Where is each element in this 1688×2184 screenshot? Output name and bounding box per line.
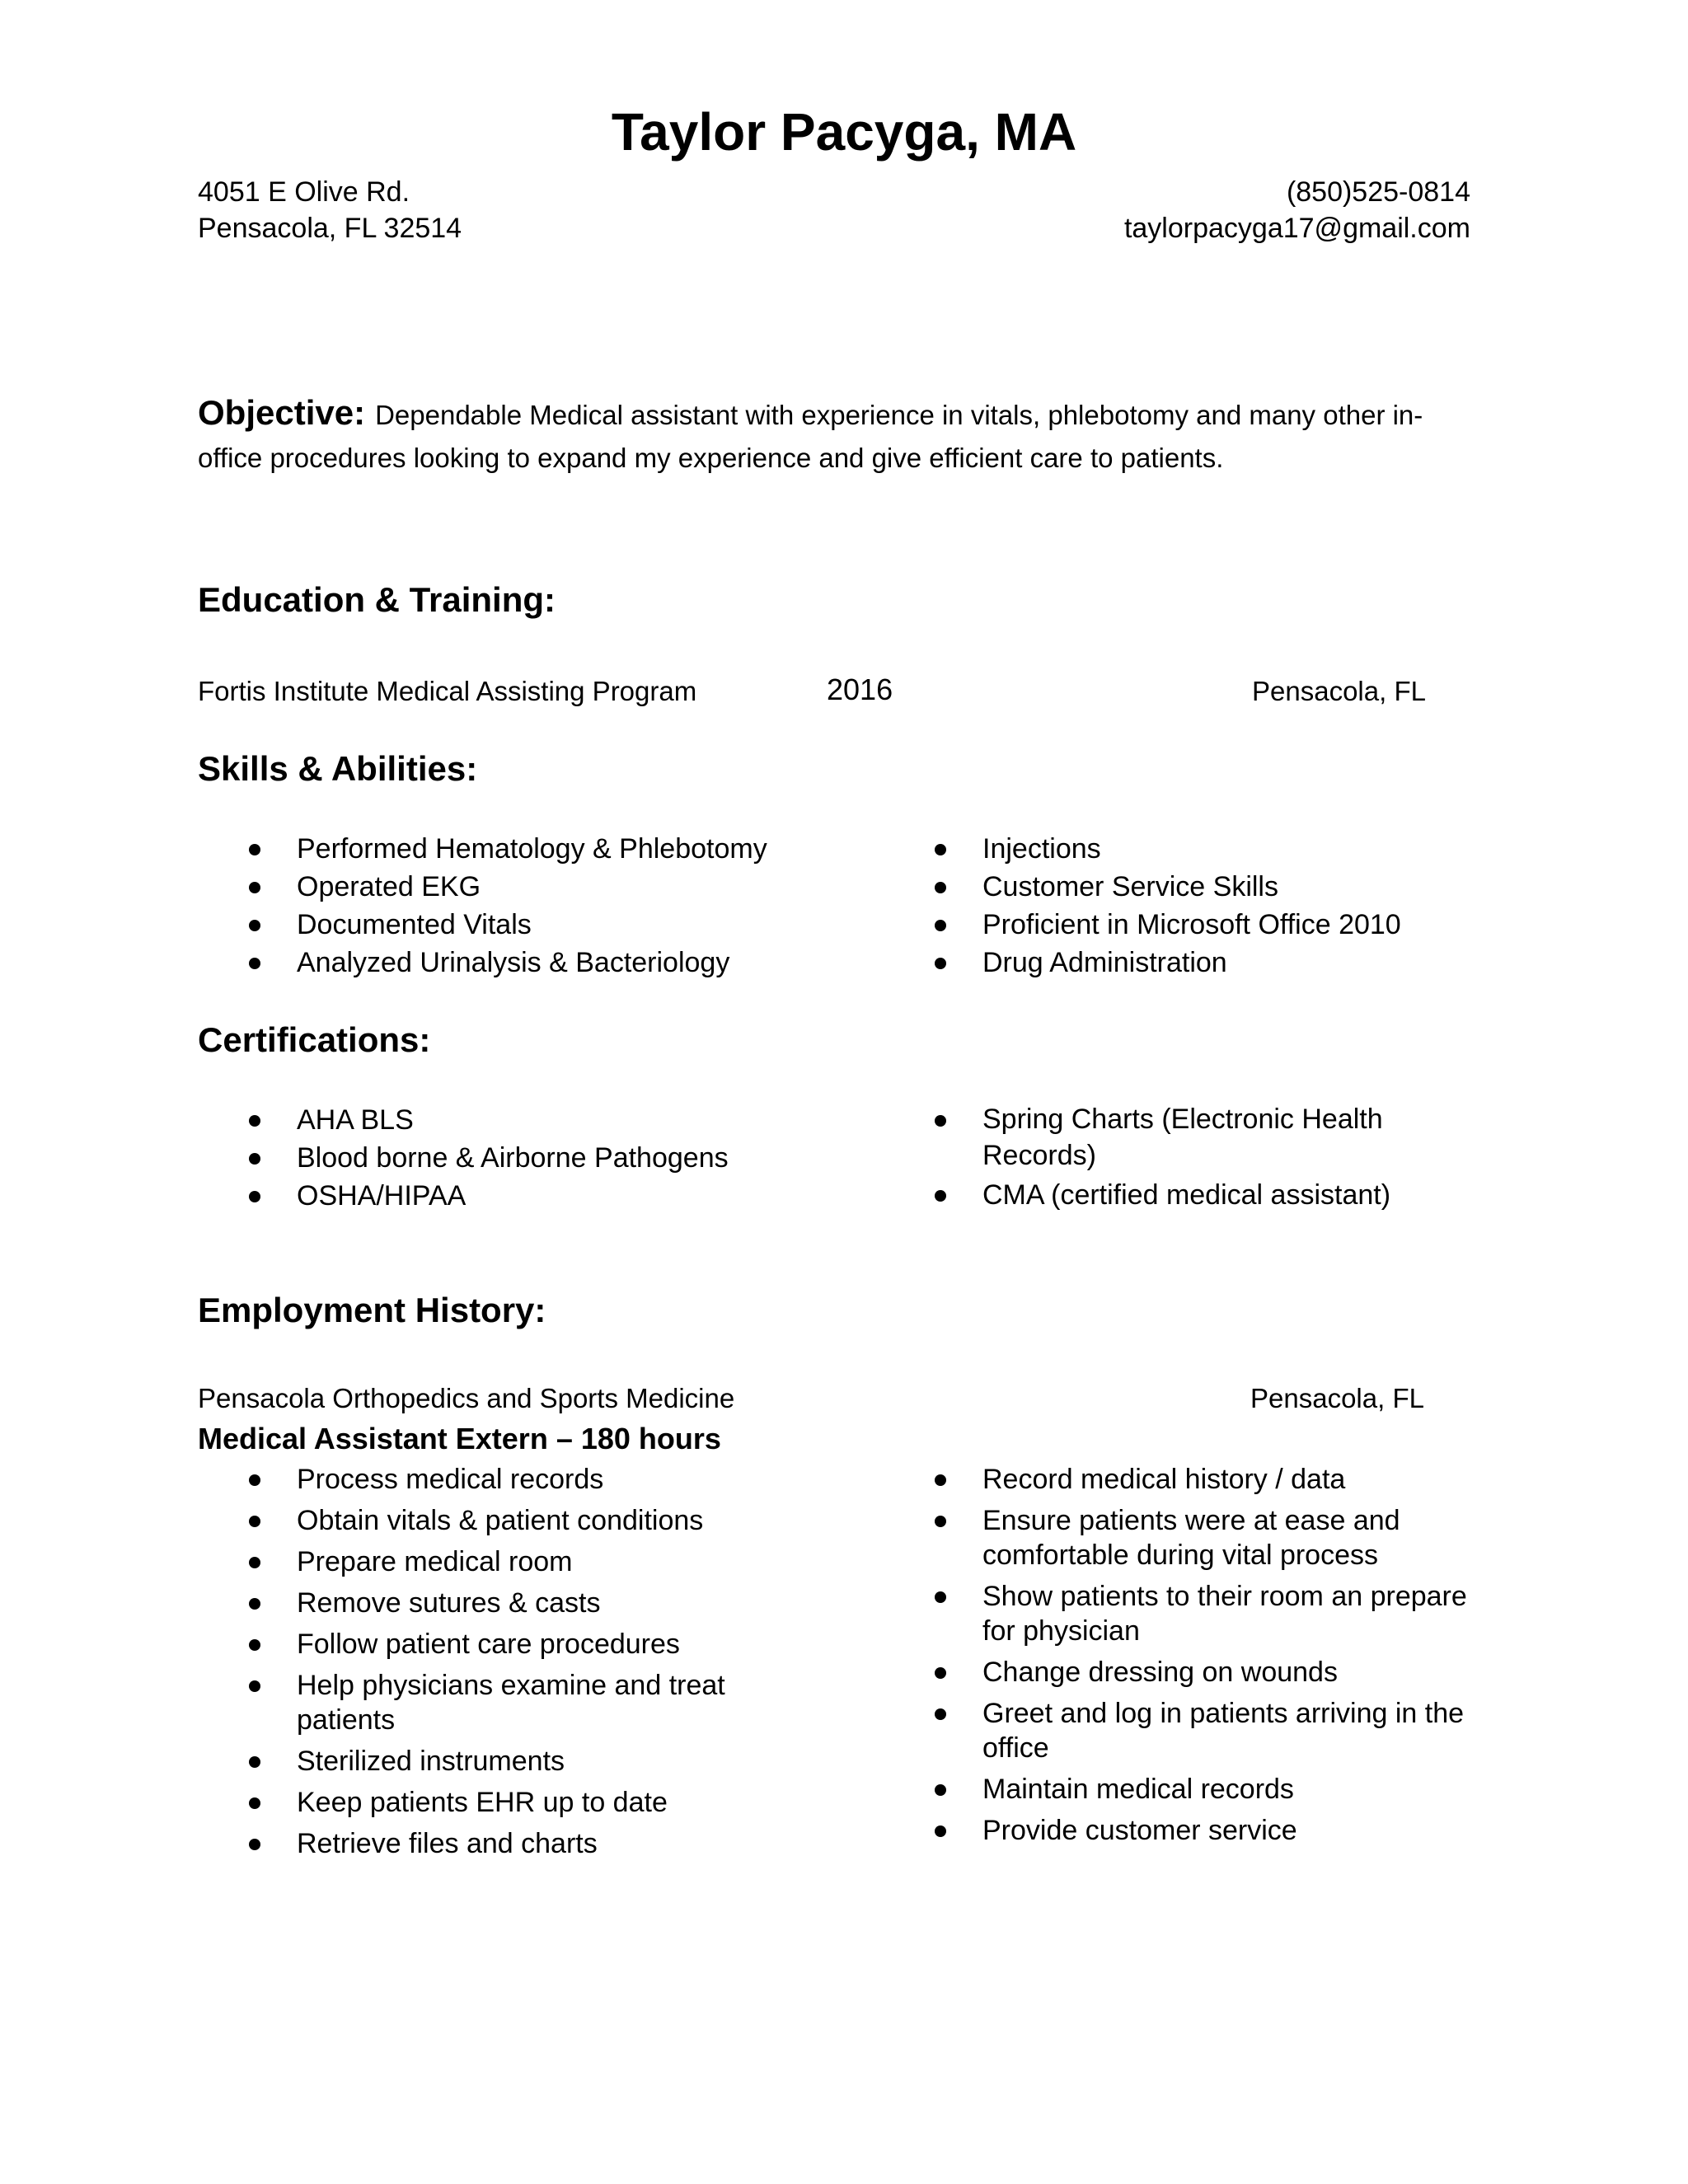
certifications-list-right <box>884 1101 1395 1214</box>
list-item: Injections <box>884 830 1510 868</box>
education-program: Fortis Institute Medical Assisting Program <box>198 676 697 706</box>
employment-duties-left <box>198 1462 775 1868</box>
list-item: OSHA/HIPAA <box>198 1177 824 1215</box>
employer-name: Pensacola Orthopedics and Sports Medicine <box>198 1383 735 1413</box>
education-location: Pensacola, FL <box>1252 676 1426 706</box>
list-item: Prepare medical room <box>198 1544 775 1579</box>
list-item: Retrieve files and charts <box>198 1826 775 1861</box>
list-item: Obtain vitals & patient conditions <box>198 1503 775 1538</box>
list-item: Record medical history / data <box>884 1462 1477 1497</box>
list-item: Process medical records <box>198 1462 775 1497</box>
objective-label: Objective: <box>198 393 366 432</box>
job-title: Medical Assistant Extern – 180 hours <box>198 1422 721 1455</box>
list-item: Greet and log in patients arriving in the office <box>884 1696 1477 1765</box>
skills-heading: Skills & Abilities: <box>198 749 478 788</box>
skills-list-left <box>198 830 824 982</box>
education-year: 2016 <box>827 673 893 706</box>
employment-heading: Employment History: <box>198 1291 546 1329</box>
list-item: Follow patient care procedures <box>198 1627 775 1661</box>
list-item: Keep patients EHR up to date <box>198 1785 775 1820</box>
list-item: Spring Charts (Electronic Health Records) <box>884 1101 1395 1174</box>
list-item: Sterilized instruments <box>198 1744 775 1779</box>
objective-text: Dependable Medical assistant with experience in vitals, phlebotomy and many other in-office procedures looking to expand my experience and give efficient care to patients. <box>198 400 1423 473</box>
list-item: Change dressing on wounds <box>884 1655 1477 1690</box>
list-item: Maintain medical records <box>884 1772 1477 1807</box>
list-item: Drug Administration <box>884 944 1510 982</box>
list-item: Proficient in Microsoft Office 2010 <box>884 906 1510 944</box>
certifications-heading: Certifications: <box>198 1020 431 1059</box>
list-item: Analyzed Urinalysis & Bacteriology <box>198 944 824 982</box>
list-item: Remove sutures & casts <box>198 1586 775 1620</box>
list-item: Ensure patients were at ease and comfortable during vital process <box>884 1503 1477 1572</box>
list-item: Documented Vitals <box>198 906 824 944</box>
list-item: AHA BLS <box>198 1101 824 1139</box>
email-address: taylorpacyga17@gmail.com <box>1123 213 1470 244</box>
education-heading: Education & Training: <box>198 580 556 619</box>
list-item: Show patients to their room an prepare for physician <box>884 1579 1477 1648</box>
list-item: Help physicians examine and treat patients <box>198 1668 775 1737</box>
list-item: Provide customer service <box>884 1813 1477 1848</box>
list-item: Performed Hematology & Phlebotomy <box>198 830 824 868</box>
candidate-name: Taylor Pacyga, MA <box>611 102 1077 162</box>
list-item: CMA (certified medical assistant) <box>884 1176 1395 1214</box>
skills-list-right <box>884 830 1510 982</box>
certifications-list-left <box>198 1101 824 1215</box>
employer-location: Pensacola, FL <box>1250 1383 1424 1413</box>
address-line-1: 4051 E Olive Rd. <box>198 176 410 208</box>
phone-number: (850)525-0814 <box>1286 176 1470 208</box>
list-item: Blood borne & Airborne Pathogens <box>198 1139 824 1177</box>
objective-section <box>198 391 1484 480</box>
list-item: Customer Service Skills <box>884 868 1510 906</box>
address-line-2: Pensacola, FL 32514 <box>198 213 462 244</box>
employment-duties-right <box>884 1462 1477 1854</box>
list-item: Operated EKG <box>198 868 824 906</box>
